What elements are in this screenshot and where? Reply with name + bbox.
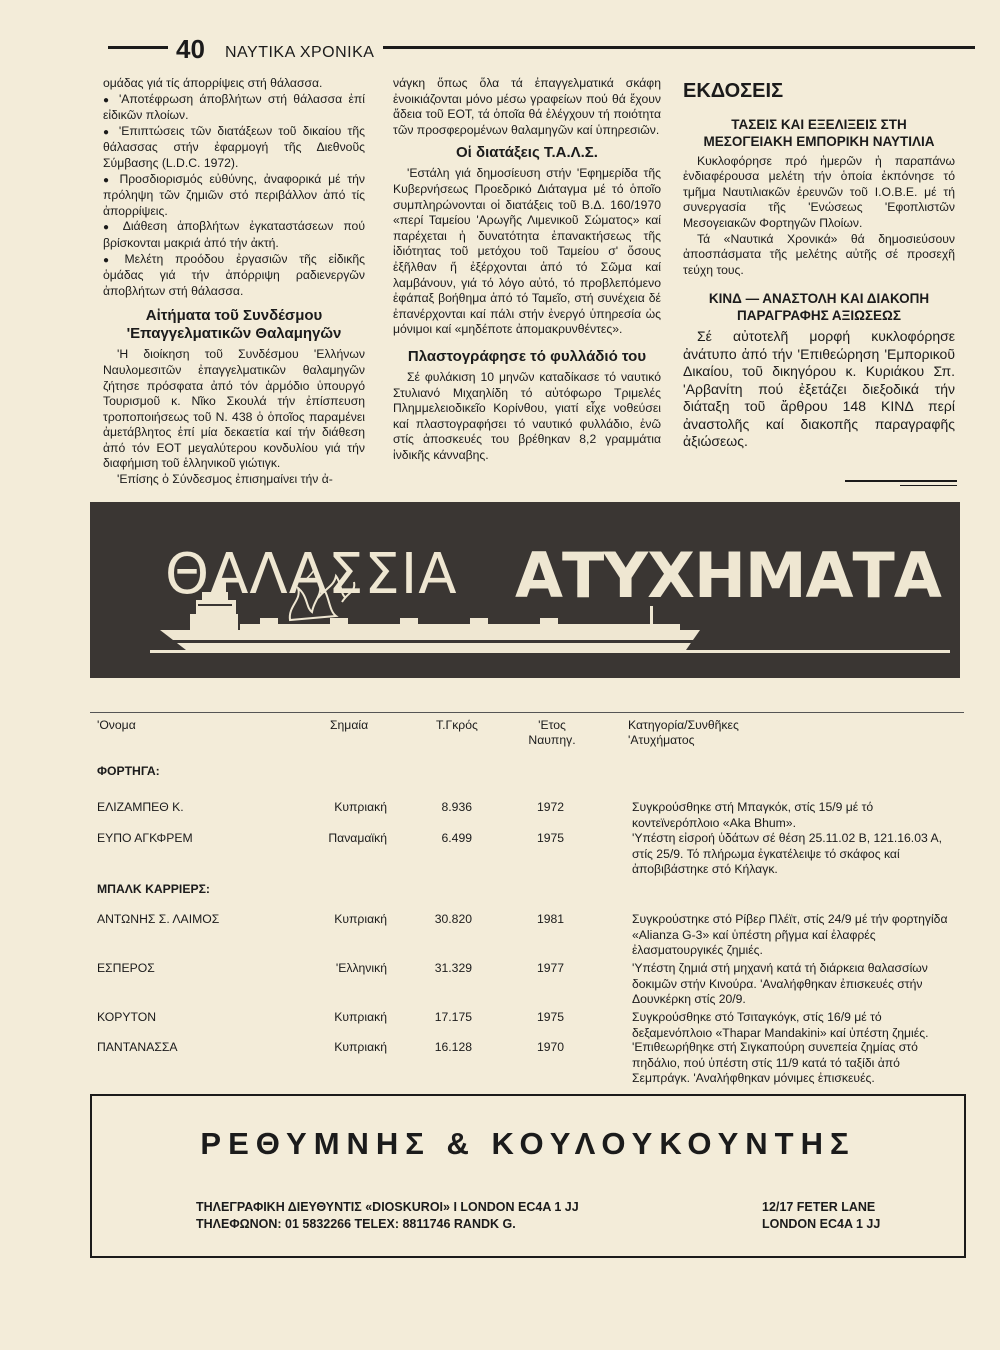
table-cell-name: ΕΣΠΕΡΟΣ [97,961,155,975]
advert-telegraphic-address: ΤΗΛΕΓΡΑΦΙΚΗ ΔΙΕΥΘΥΝΤΙΣ «DIOSKUROI» Ι LONDON EC4A 1 JJ [196,1200,579,1214]
banner-title-bold: ΑΤΥΧΗΜΑΤΑ [515,539,941,612]
article-heading-talS: Οἱ διατάξεις Τ.Α.Λ.Σ. [456,144,598,162]
table-cell-description: Συγκρούσθηκε στό Τσιταγκόγκ, στίς 16/9 μέ τό δεξαμενόπλοιο «Thapar Mandakini» καί ὑπέστη ζημιές. [632,1010,929,1040]
article-heading-yachts [103,307,365,343]
page-number: 40 [176,34,205,64]
column-3 [683,76,955,451]
banner-title-light: ΘΑΛΑΣΣΙΑ [165,542,458,607]
advert-city-address: LONDON EC4A 1 JJ [762,1217,881,1231]
col1-intro: ομάδας γιά τίς άπορρίψεις στή θάλασσα. [103,76,323,90]
publication-heading [683,290,955,324]
table-cell-year: 1970 [536,1040,565,1054]
column-header-category-line: 'Ατυχήματος [628,733,695,747]
col1-bullet: ● Προσδιορισμός εὐθύνης, ἀναφορικά μέ τήν πρόληψη τῶν ζημιῶν στό περιβάλλον ἀπό τίς ἀπορρίψεις. [103,172,365,220]
table-cell-grt: 30.820 [434,912,472,926]
col1-bullet: ● Μελέτη προόδου ἐργασιῶν τῆς εἰδικῆς ὁμάδας γιά τήν ἀπόρριψη ραδιενεργῶν ἀποβλήτων στή θάλασσα. [103,252,365,300]
publication-heading-line: ΜΕΣΟΓΕΙΑΚΗ ΕΜΠΟΡΙΚΗ ΝΑΥΤΙΛΙΑ [703,133,935,149]
table-cell-year: 1975 [536,1010,565,1024]
table-cell-name: ΕΛΙΖΑΜΠΕΘ Κ. [97,800,184,814]
table-cell-grt: 16.128 [434,1040,472,1054]
group-heading-bulk-carriers: ΜΠΑΛΚ ΚΑΡΡΙΕΡΣ: [97,882,210,896]
table-cell-flag: Κυπριακή [334,800,387,814]
sea-accidents-banner [90,502,960,678]
advert-street-address: 12/17 FETER LANE [762,1200,876,1214]
table-cell-name: ΚΟΡΥΤΟΝ [97,1010,156,1024]
table-cell-description: 'Υπέστη εἰσροή ὑδάτων σέ θέση 25.11.02 Β, 121.16.03 Α, στίς 25/9. Τό πλήρωμα ἐγκατέλειψε τό σκάφος καί ἀποβιβάστηκε στό Κήλαγκ. [632,831,942,877]
table-cell-flag: Παναμαϊκή [328,831,387,845]
advert-company-name: ΡΕΘΥΜΝΗΣ & ΚΟΥΛΟΥΚΟΥΝΤΗΣ [200,1126,856,1161]
column-header-name: 'Ονομα [97,718,136,732]
publication-heading [683,116,955,150]
column-header-year-line: Ναυπηγ. [528,733,576,747]
column-1 [103,76,365,488]
col3-paragraph: Τά «Ναυτικά Χρονικά» θά δημοσιεύσουν ἀποσπάσματα τῆς μελέτης αὐτῆς σέ προσεχῆ τεύχη τους. [683,231,955,277]
column-header-year-line: 'Ετος [538,718,566,732]
col1-bullet: ● Διάθεση ἀποβλήτων ἐγκαταστάσεων πού βρίσκονται μακριά ἀπό τήν ἀκτή. [103,219,365,251]
table-cell-description: 'Υπέστη ζημιά στή μηχανή κατά τή διάρκεια θαλασσίων δοκιμῶν στήν Κινούρα. 'Αναλήφθηκαν ἐπισκευές στήν Δουνκέρκη στίς 20/9. [632,961,928,1007]
column-header-year [525,718,579,748]
col3-paragraph: Σέ αὐτοτελῆ μορφή κυκλοφόρησε ἀνάτυπο ἀπό τήν 'Επιθεώρηση 'Εμπορικοῦ Δικαίου, τοῦ δικηγόρου κ. Κυριάκου Σπ. 'Αρβανίτη πού ἐξετάζει διεξοδικά τήν διάταξη τοῦ ἄρθρου 148 ΚΙΝΔ περί ἀναστολῆς καί διακοπῆς παραγραφῆς ἀξιώσεως. [683,328,955,450]
table-cell-grt: 6.499 [441,831,472,845]
table-cell-description: Συγκρούστηκε στό Ρίβερ Πλέϊτ, στίς 24/9 μέ τήν φορτηγίδα «Alianza G-3» καί ὑπέστη ρῆγμα καί ἐλαφρές ἐλασματουργικές ζημιές. [632,912,948,958]
column-header-category-line: Κατηγορία/Συνθῆκες [628,718,739,732]
col2-paragraph: νάγκη ὅπως ὅλα τά ἐπαγγελματικά σκάφη ἐνοικιάζονται μόνο μέσω γραφείων πού θά ἔχουν ἄδεια τοῦ ΕΟΤ, τά ὁποῖα θά ἐλέγχουν τή ποιότητα τῶν προσφερομένων θαλαμηγῶν καί ὑπηρεσιῶν. [393,76,661,137]
table-cell-year: 1975 [536,831,565,845]
section-title-publications: ΕΚΔΟΣΕΙΣ [683,80,784,102]
table-cell-flag: Κυπριακή [334,1040,387,1054]
column-header-category [628,718,739,748]
col1-paragraph: 'Επίσης ὁ Σύνδεσμος ἐπισημαίνει τήν ἀ- [117,472,333,487]
article-heading-forgery: Πλαστογράφησε τό φυλλάδιό του [407,347,647,365]
header-rule-right [383,46,975,49]
table-cell-name: ΠΑΝΤΑΝΑΣΣΑ [97,1040,178,1054]
advert-phone-telex: ΤΗΛΕΦΩΝΟΝ: 01 5832266 TELEX: 8811746 RANDK G. [196,1217,516,1231]
table-cell-year: 1972 [536,800,565,814]
article-heading-line: 'Επαγγελματικῶν Θαλαμηγῶν [126,325,342,343]
column-end-rule [900,485,957,486]
col2-paragraph: 'Εστάλη γιά δημοσίευση στήν 'Εφημερίδα τῆς Κυβερνήσεως Προεδρικό Διάταγμα μέ τό ὁποῖο συμπληρώνονται οἱ διατάξεις τοῦ Β.Δ. 160/1970 «περί Ταμείου 'Αρωγῆς Λιμενικοῦ Σώματος» καί παρέχεται ἡ δυνατότητα ἐπανακτήσεως τῆς ἰδιότητας τοῦ μετόχου τοῦ Ταμείου σ' ὅσους ἐξῆλθαν ἤ ἐξέρχονται ἀπό τό Σῶμα καί λαμβάνουν, γιά τό λόγο αὐτό, τό προβλεπόμενο ἐφάπαξ βοήθημα ἀπό τό Ταμεῖο, στή συνέχεια δέ ἐπανέρχονται καί πάλι στήν ἐνεργό ὑπηρεσία ὡς μόνιμοι καί «μηδέποτε ἀπομακρυνθέντες». [393,166,661,337]
publication-heading-line: ΤΑΣΕΙΣ ΚΑΙ ΕΞΕΛΙΞΕΙΣ ΣΤΗ [731,116,907,132]
column-2 [393,76,661,463]
table-cell-flag: 'Ελληνική [335,961,387,975]
group-heading-cargo: ΦΟΡΤΗΓΑ: [97,764,160,778]
table-cell-grt: 17.175 [434,1010,472,1024]
column-header-grt: Τ.Γκρός [436,718,478,732]
advertisement-box [90,1094,966,1258]
table-cell-year: 1981 [536,912,565,926]
table-cell-grt: 8.936 [441,800,472,814]
col3-paragraph: Κυκλοφόρησε πρό ἡμερῶν ἡ παραπάνω ἐνδιαφέρουσα μελέτη τήν ὁποία ἐκπόνησε τό τμῆμα Ναυτιλιακῶν ἐρευνῶν τοῦ Ι.Ο.Β.Ε. μέ τή συνεργασία τῆς 'Ενώσεως 'Εφοπλιστῶν Μεσογειακῶν Φορτηγῶν Πλοίων. [683,153,955,230]
table-cell-flag: Κυπριακή [334,912,387,926]
table-cell-name: ΕΥΠΟ ΑΓΚΦΡΕΜ [97,831,193,845]
publication-heading-line: ΚΙΝΔ — ΑΝΑΣΤΟΛΗ ΚΑΙ ΔΙΑΚΟΠΗ [708,291,930,307]
table-cell-flag: Κυπριακή [334,1010,387,1024]
table-cell-name: ΑΝΤΩΝΗΣ Σ. ΛΑΙΜΟΣ [97,912,220,926]
col1-bullet: ● 'Επιπτώσεις τῶν διατάξεων τοῦ δικαίου τῆς θάλασσας στήν ἐφαρμογή τῆς Διεθνοῦς Σύμβασης (L.D.C. 1972). [103,124,365,172]
table-cell-description: 'Επιθεωρήθηκε στή Σιγκαπούρη συνεπεία ζημίας στό πηδάλιο, πού ὑπέστη στίς 11/9 κατά τό ταξίδι ἀπό Σεμπράγκ. 'Αναλήφθηκαν μόνιμες ἐπισκευές. [632,1040,918,1086]
col1-bullet: ● 'Αποτέφρωση άποβλήτων στή θάλασσα ἐπί εἰδικῶν πλοίων. [103,92,365,124]
table-cell-year: 1977 [536,961,565,975]
col2-paragraph: Σέ φυλάκιση 10 μηνῶν καταδίκασε τό ναυτικό Στυλιανό Μιχαηλίδη τό αὐτόφωρο Τριμελές Πλημμελειοδικεῖο Κορίνθου, γιατί εἶχε νοθεύσει καί πλαστογραφήσει τό ναυτικό φυλλάδιο, ἐνῶ στίς ἀποσκευές του βρέθηκαν 8,2 γραμμάτια ἰνδικῆς κάνναβης. [393,369,661,462]
column-header-flag: Σημαία [330,718,369,732]
table-cell-description: Συγκρούσθηκε στή Μπαγκόκ, στίς 15/9 μέ τό κοντεϊνερόπλοιο «Aka Bhum». [632,800,874,830]
magazine-title: ΝΑΥΤΙΚΑ ΧΡΟΝΙΚΑ [225,44,375,61]
col1-paragraph: 'Η διοίκηση τοῦ Συνδέσμου 'Ελλήνων Ναυλομεσιτῶν ἐπαγγελματικῶν θαλαμηγῶν ζήτησε πρόσφατα ἀπό τόν ἁρμόδιο ὑπουργό Τουρισμοῦ κ. Νῖκο Σκουλά τήν ἐπίσπευση τροποποιήσεως τοῦ Ν. 438 ὁ ὁποῖος παραμένει ἀμετάβλητος ἐπί μία δεκαετία καί τήν διάθεση ἀπό τόν ΕΟΤ μεγαλύτερου κονδυλίου γιά τήν διαφήμιση τοῦ ἑλληνικοῦ γιώτιγκ. [103,347,365,471]
article-heading-line: Αἰτήματα τοῦ Συνδέσμου [145,307,323,325]
table-top-rule [90,712,964,713]
publication-heading-line: ΠΑΡΑΓΡΑΦΗΣ ΑΞΙΩΣΕΩΣ [737,308,901,324]
header-rule-left [108,46,168,49]
column-end-rule [845,480,957,482]
table-cell-grt: 31.329 [434,961,472,975]
